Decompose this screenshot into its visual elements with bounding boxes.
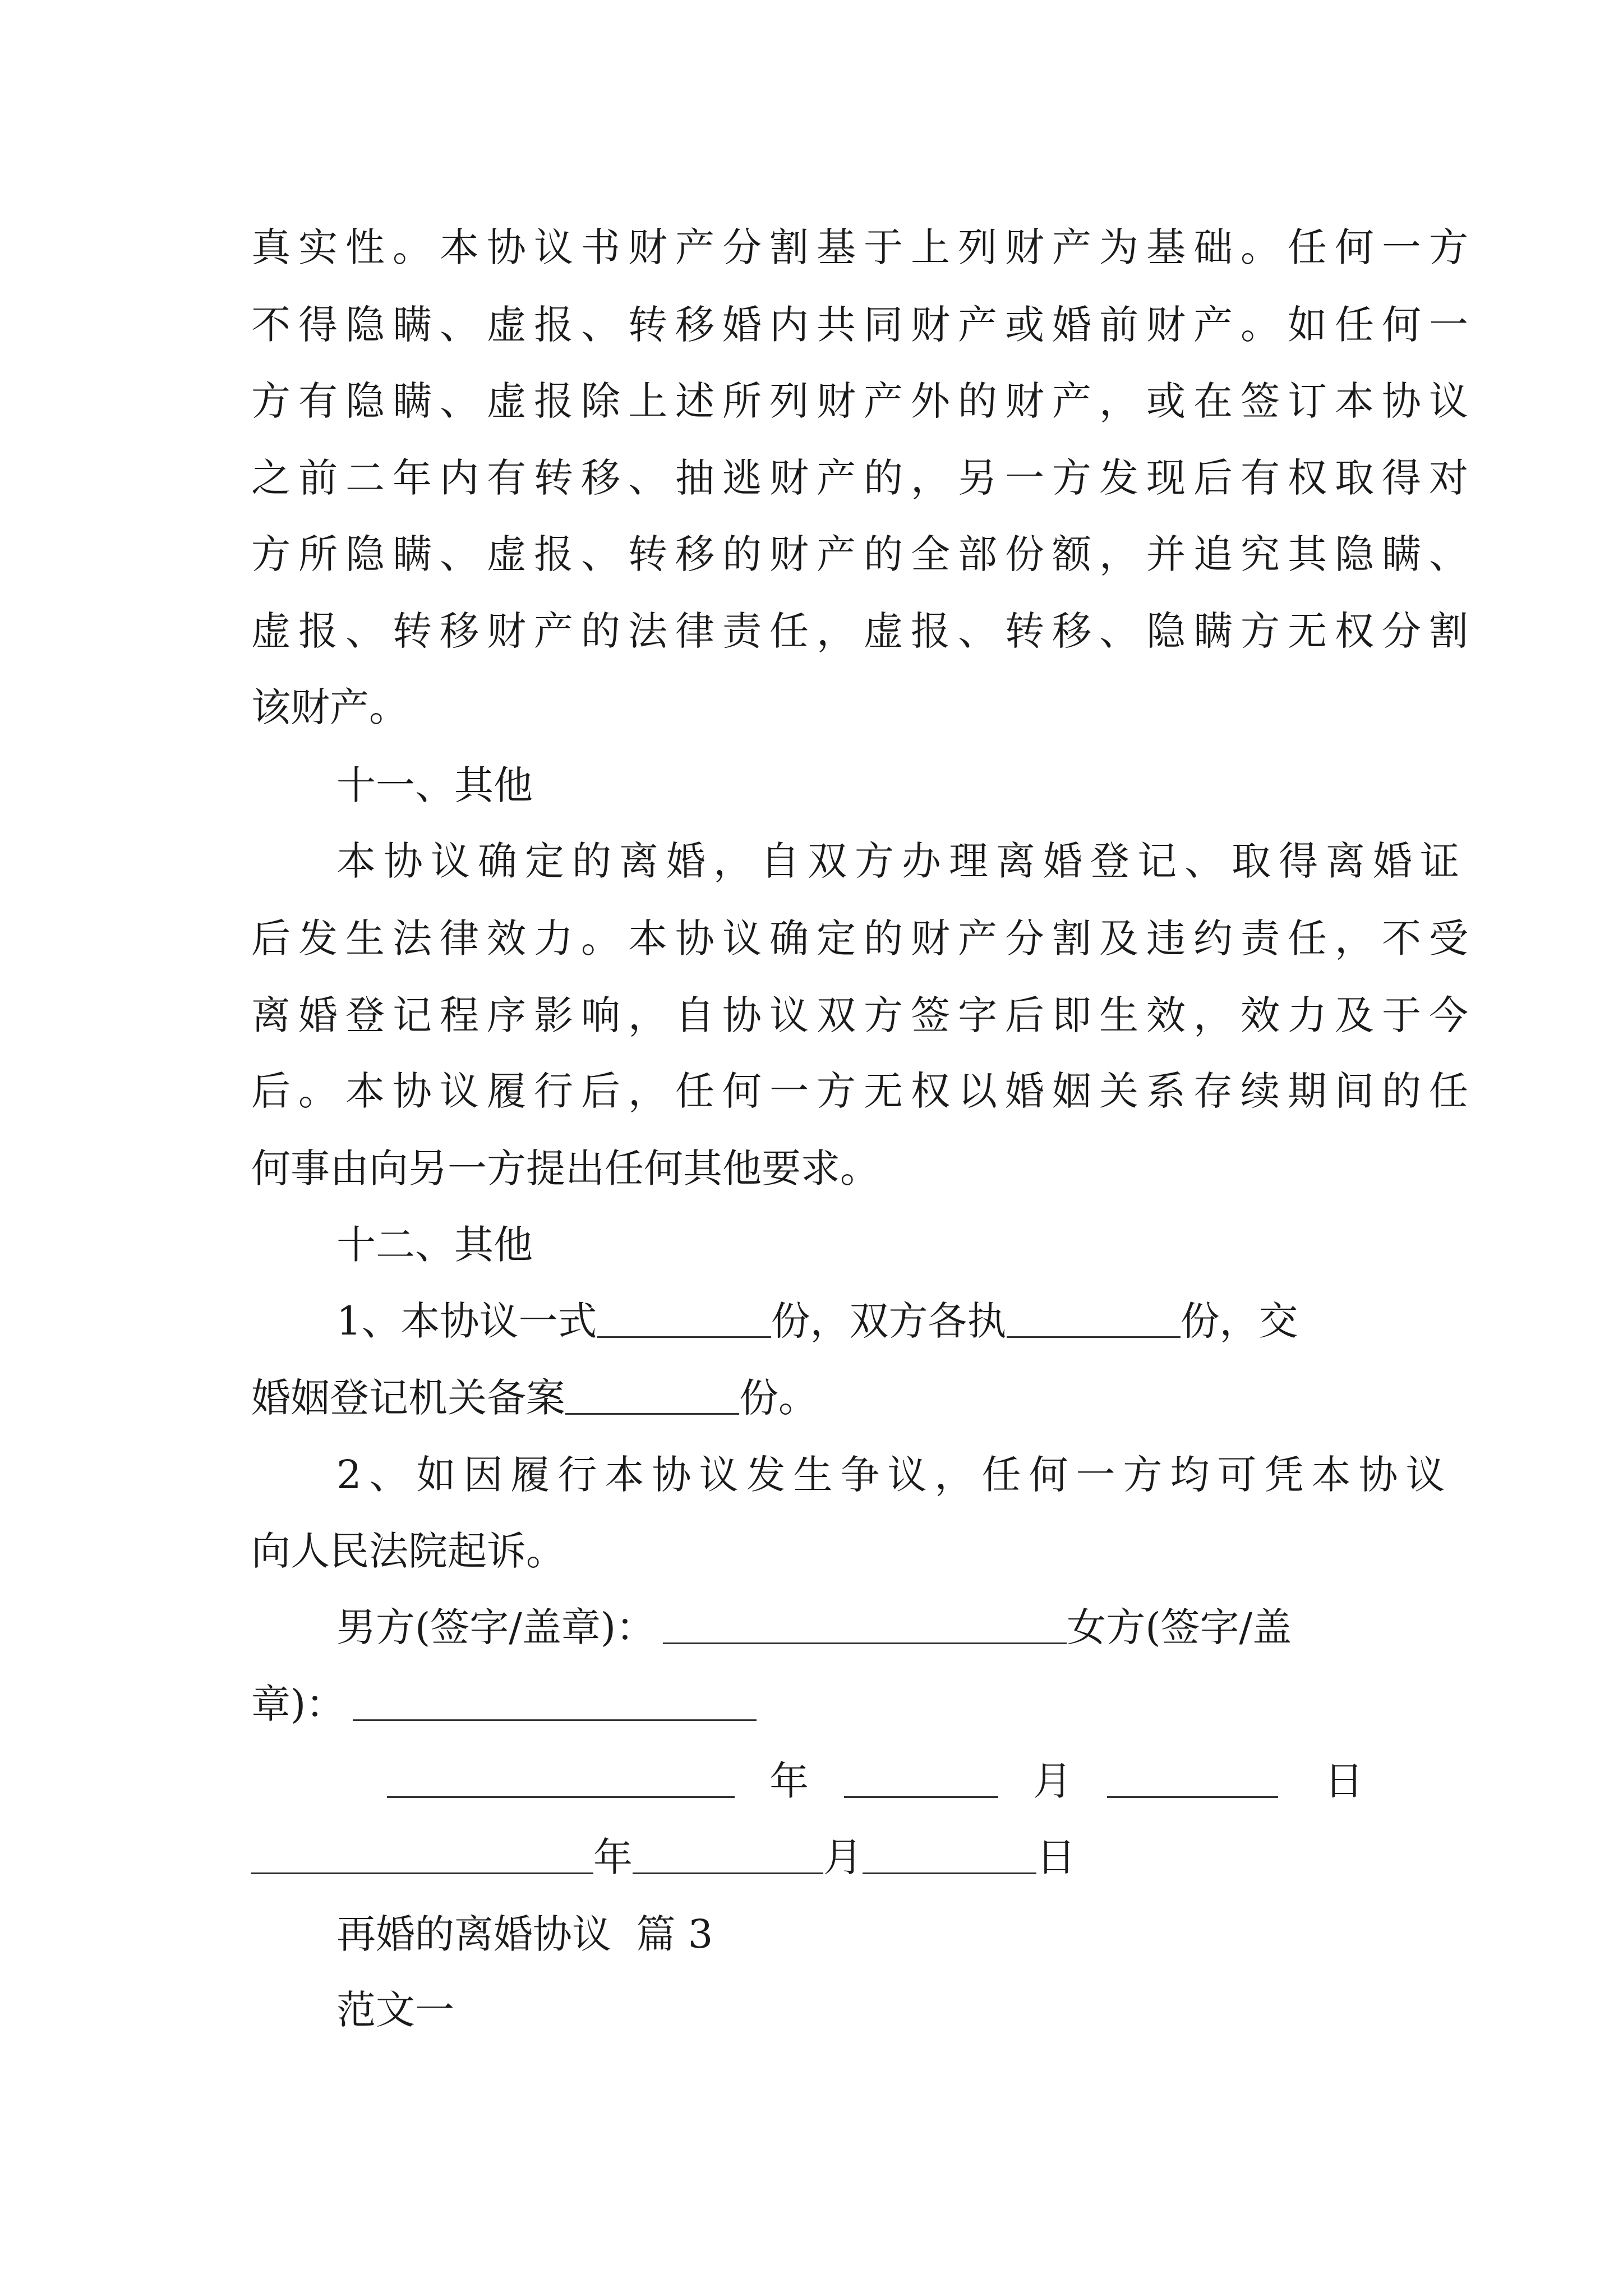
male-signature-blank[interactable] [663,1609,1067,1644]
item-1-text: 份，双方各执 [771,1298,1007,1344]
female-signature-label: 章)： [251,1681,345,1727]
year-blank[interactable] [387,1763,735,1798]
item-1-text: 份，交 [1180,1298,1298,1344]
item-1-line [336,1298,1298,1344]
section-heading: 十一、其他 [336,762,533,808]
female-signature-label: 女方(签字/盖 [1067,1604,1292,1650]
paragraph-line: 方有隐瞒、虚报除上述所列财产外的财产，或在签订本协议 [251,378,1476,424]
female-signature-blank[interactable] [353,1686,757,1721]
item-2-line: 向人民法院起诉。 [251,1528,565,1574]
paragraph-line: 之前二年内有转移、抽逃财产的，另一方发现后有权取得对 [251,455,1476,501]
year-blank[interactable] [251,1839,593,1874]
item-2-line: 2、如因履行本协议发生争议，任何一方均可凭本协议 [336,1452,1453,1498]
month-blank[interactable] [844,1763,998,1798]
date-line [251,1834,1076,1880]
date-line [387,1758,1364,1804]
copies-registry-blank[interactable] [565,1379,739,1415]
day-blank[interactable] [1107,1763,1278,1798]
paragraph-line: 虚报、转移财产的法律责任，虚报、转移、隐瞒方无权分割 [251,608,1476,654]
paragraph-line: 何事由向另一方提出任何其他要求。 [251,1145,879,1191]
day-label: 日 [1036,1834,1076,1880]
paragraph-line: 离婚登记程序影响，自协议双方签字后即生效，效力及于今 [251,992,1476,1038]
signature-line [336,1604,1292,1650]
year-label: 年 [769,1758,809,1804]
section-subtitle: 范文一 [336,1987,454,2033]
paragraph-line: 真实性。本协议书财产分割基于上列财产为基础。任何一方 [251,224,1476,270]
item-1-text: 份。 [739,1375,818,1421]
year-label: 年 [593,1834,633,1880]
month-blank[interactable] [633,1839,823,1874]
male-signature-label: 男方(签字/盖章)： [336,1604,656,1650]
item-1-text: 婚姻登记机关备案 [251,1375,565,1421]
section-heading: 十二、其他 [336,1222,533,1268]
month-label: 月 [823,1834,863,1880]
copies-each-blank[interactable] [1007,1303,1181,1338]
day-label: 日 [1324,1758,1364,1804]
item-1-line [251,1375,818,1421]
paragraph-line: 后。本协议履行后，任何一方无权以婚姻关系存续期间的任 [251,1068,1476,1114]
paragraph-line: 该财产。 [251,684,408,730]
day-blank[interactable] [863,1839,1036,1874]
signature-line [251,1681,757,1727]
paragraph-line: 不得隐瞒、虚报、转移婚内共同财产或婚前财产。如任何一 [251,302,1476,348]
item-1-text: 1、本协议一式 [336,1298,597,1344]
paragraph-line: 本协议确定的离婚，自双方办理离婚登记、取得离婚证 [336,838,1467,884]
month-label: 月 [1032,1758,1072,1804]
paragraph-line: 方所隐瞒、虚报、转移的财产的全部份额，并追究其隐瞒、 [251,531,1476,577]
section-title: 再婚的离婚协议 篇 3 [336,1911,713,1957]
copies-total-blank[interactable] [597,1303,771,1338]
paragraph-line: 后发生法律效力。本协议确定的财产分割及违约责任，不受 [251,915,1476,961]
